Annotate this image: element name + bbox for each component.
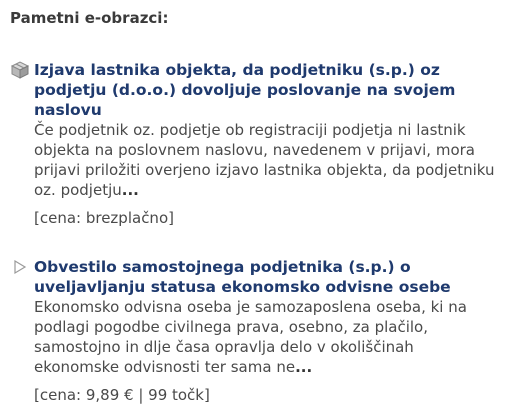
item-price: [cena: brezplačno] [34, 209, 174, 227]
item-title-link[interactable]: Izjava lastnika objekta, da podjetniku (s.p.) oz podjetju (d.o.o.) dovoljuje poslovanje na svojem naslovu [34, 61, 456, 119]
item-description: Ekonomsko odvisna oseba je samozaposlena oseba, ki na podlagi pogodbe civilnega prava, osebno, za plačilo, samostojno in dlje časa opravlja delo v okoliščinah ekonomske odvisnosti ter sama ne... [34, 298, 467, 376]
section-heading: Pametni e-obrazci: [10, 9, 169, 27]
item-description: Če podjetnik oz. podjetje ob registraciji podjetja ni lastnik objekta na poslovnem naslovu, navedenem v prijavi, mora prijavi priložiti overjeno izjavo lastnika objekta, da podjetniku oz. podjetju... [34, 121, 495, 199]
read-more-link[interactable]: ... [295, 358, 313, 376]
list-item [10, 257, 500, 405]
list-item [10, 60, 500, 228]
item-title-link[interactable]: Obvestilo samostojnega podjetnika (s.p.) o uveljavljanju statusa ekonomsko odvisne osebe [34, 258, 451, 296]
item-price: [cena: 9,89 € | 99 točk] [34, 386, 210, 404]
read-more-link[interactable]: ... [121, 181, 139, 199]
triangle-arrow-icon [10, 258, 30, 276]
box-icon [10, 61, 30, 79]
